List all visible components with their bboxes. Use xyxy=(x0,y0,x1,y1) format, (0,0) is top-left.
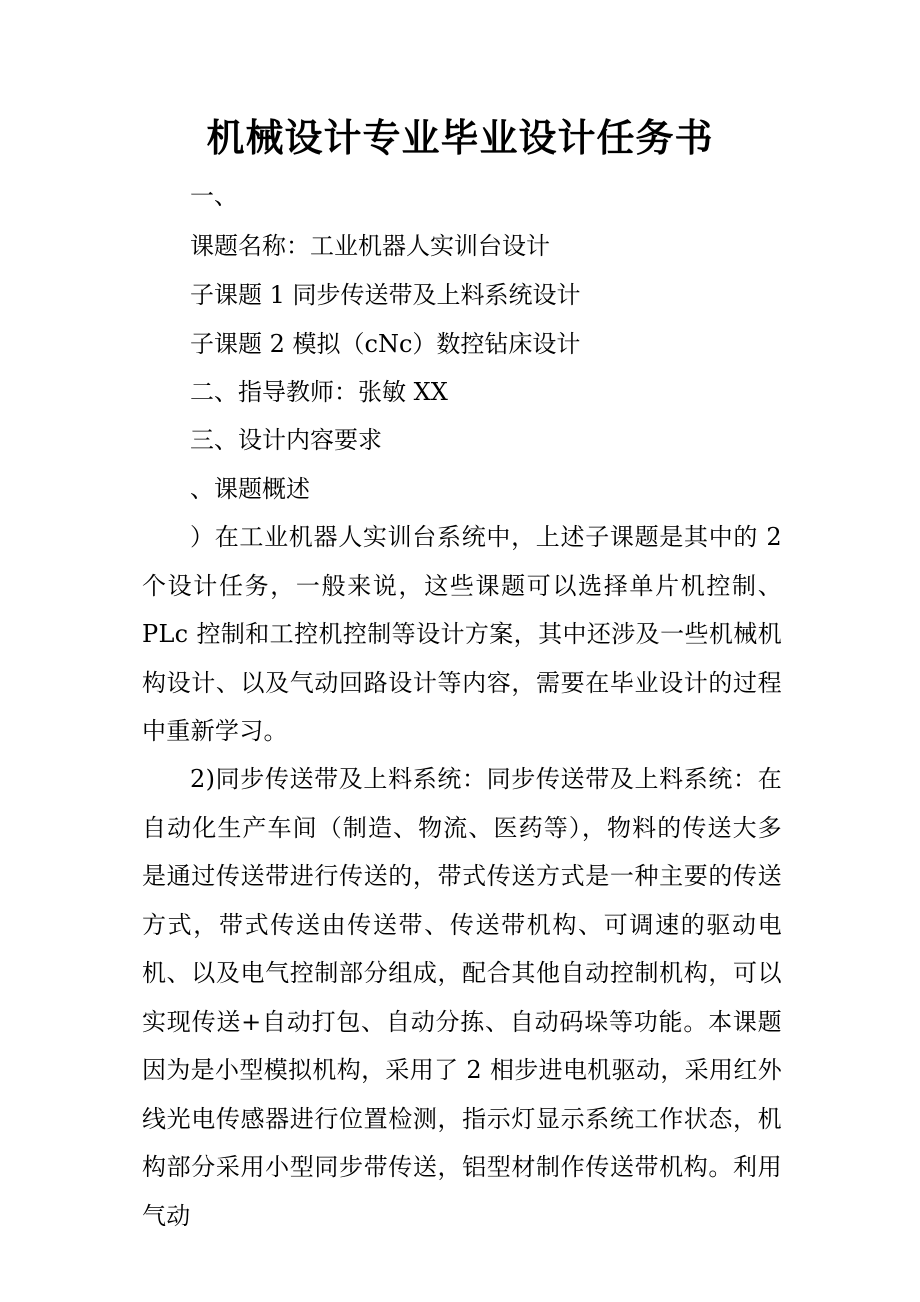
subtopic-1-line: 子课题 1 同步传送带及上料系统设计 xyxy=(190,281,581,309)
advisor-line: 二、指导教师：张敏 XX xyxy=(190,378,448,406)
paragraph-overview: ）在工业机器人实训台系统中，上述子课题是其中的 2 个设计任务，一般来说，这些课题可以选择单片机控制、PLc 控制和工控机控制等设计方案，其中还涉及一些机械机构设计、以及气动回路设计等内容，需要在毕业设计的过程中重新学习。 xyxy=(142,523,782,745)
paragraph-conveyor: 2)同步传送带及上料系统：同步传送带及上料系统：在自动化生产车间（制造、物流、医药等），物料的传送大多是通过传送带进行传送的，带式传送方式是一种主要的传送方式，带式传送由传送带、传送带机构、可调速的驱动电机、以及电气控制部分组成，配合其他自动控制机构，可以实现传送+自动打包、自动分拣、自动码垛等功能。本课题因为是小型模拟机构，采用了 2 相步进电机驱动，采用红外线光电传感器进行位置检测，指示灯显示系统工作状态，机构部分采用小型同步带传送，铝型材制作传送带机构。利用气动 xyxy=(142,765,782,1230)
section-one-heading: 一、 xyxy=(190,182,238,210)
subtopic-2-line: 子课题 2 模拟（cNc）数控钻床设计 xyxy=(190,330,581,358)
topic-name-line: 课题名称：工业机器人实训台设计 xyxy=(190,232,550,260)
section-three-heading: 三、设计内容要求 xyxy=(190,426,382,454)
overview-heading: 、课题概述 xyxy=(190,475,310,503)
document-title: 机械设计专业毕业设计任务书 xyxy=(206,115,714,160)
